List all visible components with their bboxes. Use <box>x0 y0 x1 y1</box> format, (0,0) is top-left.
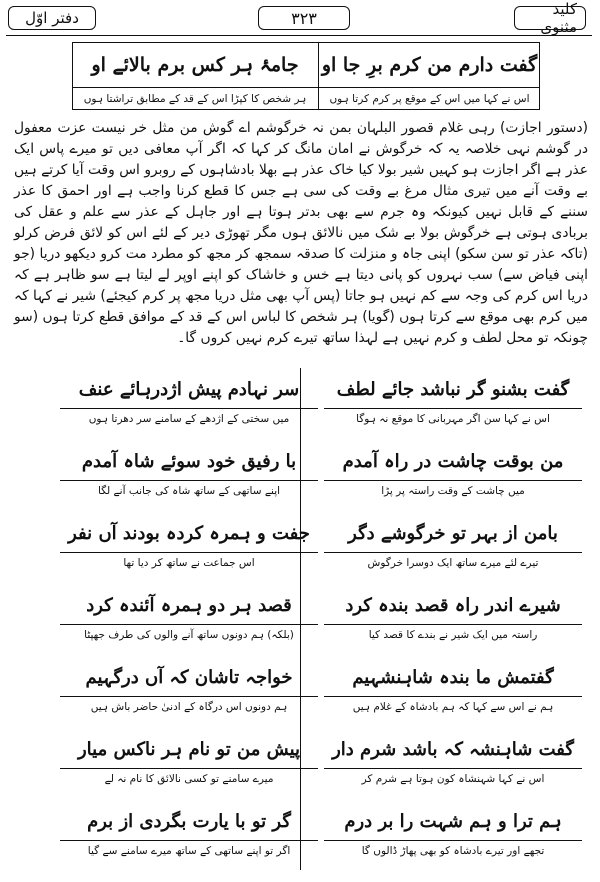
couplet-right-hemistich <box>324 442 582 501</box>
top-couplet-left-translation: ہر شخص کا کپڑا اس کے قد کے مطابق تراشتا ہوں <box>83 92 307 105</box>
couplet-verse-line: پیش من تو نام ہر ناکس میار <box>77 738 301 760</box>
couplet-verse-line: قصد ہر دو ہمرہ آئندہ کرد <box>86 594 292 616</box>
page-number: ۳۲۳ <box>258 6 350 30</box>
couplet-verse-line: خواجہ تاشان کہ آں درگہیم <box>85 666 293 688</box>
couplet-right-hemistich <box>324 586 582 645</box>
couplet-translation-line: میں چاشت کے وقت راستہ پر پڑا <box>324 480 582 501</box>
couplet-left-hemistich <box>60 370 318 429</box>
couplet-verse-line: جفت و ہمرہ کردہ بودند آں نفر <box>68 522 310 544</box>
top-couplet-right-verse: گفت دارم من کرم برِ جا او <box>321 54 538 76</box>
couplet-right-hemistich <box>324 802 582 861</box>
couplet-verse-line: من بوقت چاشت در راہ آمدم <box>342 450 564 472</box>
couplet-verse-line: ہم ترا و ہم شہت را بر درم <box>344 810 562 832</box>
couplet-verse-line: گفتمش ما بندہ شاہنشہیم <box>352 666 554 688</box>
couplet-verse-line: بامن از بہر تو خرگوشے دگر <box>348 522 558 544</box>
couplet-verse-line: گر تو با یارت بگردی از برم <box>87 810 291 832</box>
couplet-left-hemistich <box>60 442 318 501</box>
couplet-verse-line: شیرے اندر راہ قصد بندہ کرد <box>345 594 561 616</box>
couplet-right-hemistich <box>324 730 582 789</box>
couplet-translation-line: اس جماعت نے ساتھ کر دیا تھا <box>60 552 318 573</box>
couplet-translation-line: میرے سامنے تو کسی نالائق کا نام نہ لے <box>60 768 318 789</box>
couplet-verse-line: با رفیق خود سوئے شاہ آمدم <box>81 450 297 472</box>
top-couplet-box <box>72 42 540 110</box>
couplet-translation-line: راستہ میں ایک شیر نے بندے کا قصد کیا <box>324 624 582 645</box>
couplet-translation-line: اگر تو اپنے ساتھی کے ساتھ میرے سامنے سے گیا <box>60 840 318 861</box>
couplet-translation-line: تیرے لئے میرے ساتھ ایک دوسرا خرگوش <box>324 552 582 573</box>
couplet-left-hemistich <box>60 730 318 789</box>
couplet-translation-line: ہم دونوں اس درگاہ کے ادنیٰ حاضر باش ہیں <box>60 696 318 717</box>
couplet-right-hemistich <box>324 514 582 573</box>
top-couplet-right-translation: اس نے کہا میں اس کے موقع پر کرم کرتا ہوں <box>329 92 530 105</box>
couplet-left-hemistich <box>60 658 318 717</box>
volume-label: دفتر اوّل <box>8 6 96 30</box>
couplet-translation-line: ہم نے اس سے کہا کہ ہم بادشاہ کے غلام ہیں <box>324 696 582 717</box>
couplet-left-hemistich <box>60 586 318 645</box>
couplet-translation-line: اس نے کہا شہنشاہ کون ہوتا ہے شرم کر <box>324 768 582 789</box>
couplet-translation-line: تجھے اور تیرے بادشاہ کو بھی پھاڑ ڈالوں گا <box>324 840 582 861</box>
top-couplet-vertical-divider <box>318 43 319 109</box>
couplet-translation-line: اس نے کہا سن اگر مہربانی کا موقع نہ ہوگا <box>324 408 582 429</box>
couplet-translation-line: (بلکہ) ہم دونوں ساتھ آنے والوں کی طرف جھپٹا <box>60 624 318 645</box>
couplet-right-hemistich <box>324 658 582 717</box>
couplet-translation-line: اپنے ساتھی کے ساتھ شاہ کی جانب آنے لگا <box>60 480 318 501</box>
couplet-right-hemistich <box>324 370 582 429</box>
couplet-left-hemistich <box>60 514 318 573</box>
couplet-verse-line: سر نہادم پیش اژدرہائے عنف <box>78 378 300 400</box>
commentary-paragraph <box>14 118 588 349</box>
couplet-verse-line: گفت بشنو گر نباشد جائے لطف <box>336 378 570 400</box>
couplet-translation-line: میں سختی کے اژدھے کے سامنے سر دھرتا ہوں <box>60 408 318 429</box>
couplet-verse-line: گفت شاہنشہ کہ باشد شرم دار <box>332 738 574 760</box>
couplet-left-hemistich <box>60 802 318 861</box>
book-title-label: کلید مثنوی <box>514 6 586 30</box>
header-divider <box>6 35 592 36</box>
commentary-text: (دستور اجازت) رہی غلام قصور البلہان بمن نہ خرگوشم اے گوش من مثل خر نیست عزت معفول در گوشم نہی خلاصہ یہ کہ خرگوش نے امان مانگ کر کہا کہ اگر آپ معافی دیں تو میرے پاس ایک عذر ہے اگر اجازت ہو کہیں شیر بولا کیا خاک عذر ہے بھلا بادشاہوں کے روبرو اس وقت آیا کرتے ہیں بے وقت آنے میں تیری مثال مرغ بے وقت کی سی ہے جس کا قطع کرنا واجب ہے اور احمق کا عذر سننے کے قابل نہیں کیونکہ وہ جرم سے بھی بدتر ہوتا ہے اور جاہل کے عذر سے علم و عقل کی بربادی ہوتی ہے خرگوش بولا بے شک میں نالائق ہوں مگر تھوڑی دیر کے لئے اس کو لائق فرض کرلو (تاکہ عذر تو سن سکو) اپنی جاہ و منزلت کا صدقہ سمجھ کر مجھ کو مطرد مت کرو دیکھو دریا (جو اپنی فیاض سے) سب نہروں کو پانی دیتا ہے خس و خاشاک کو اپنے اوپر لے لیتا ہے سو ظاہر ہے کہ دریا اس کرم کی وجہ سے کم نہیں ہو جاتا (پس آپ بھی مثل دریا مجھ پر کرم کیجئے) شیر نے کہا کہ میں کرم بھی موقع سے کرتا ہوں (گویا) ہر شخص کا لباس اس کے قد کے موافق قطع کرتا ہوں (سو چونکہ تو محل لطف و کرم نہیں ہے لہذا ساتھ تیرے کرم نہیں کروں گا۔ <box>14 120 588 346</box>
top-couplet-left-verse: جامۂ ہر کس برم بالائے او <box>91 54 299 76</box>
